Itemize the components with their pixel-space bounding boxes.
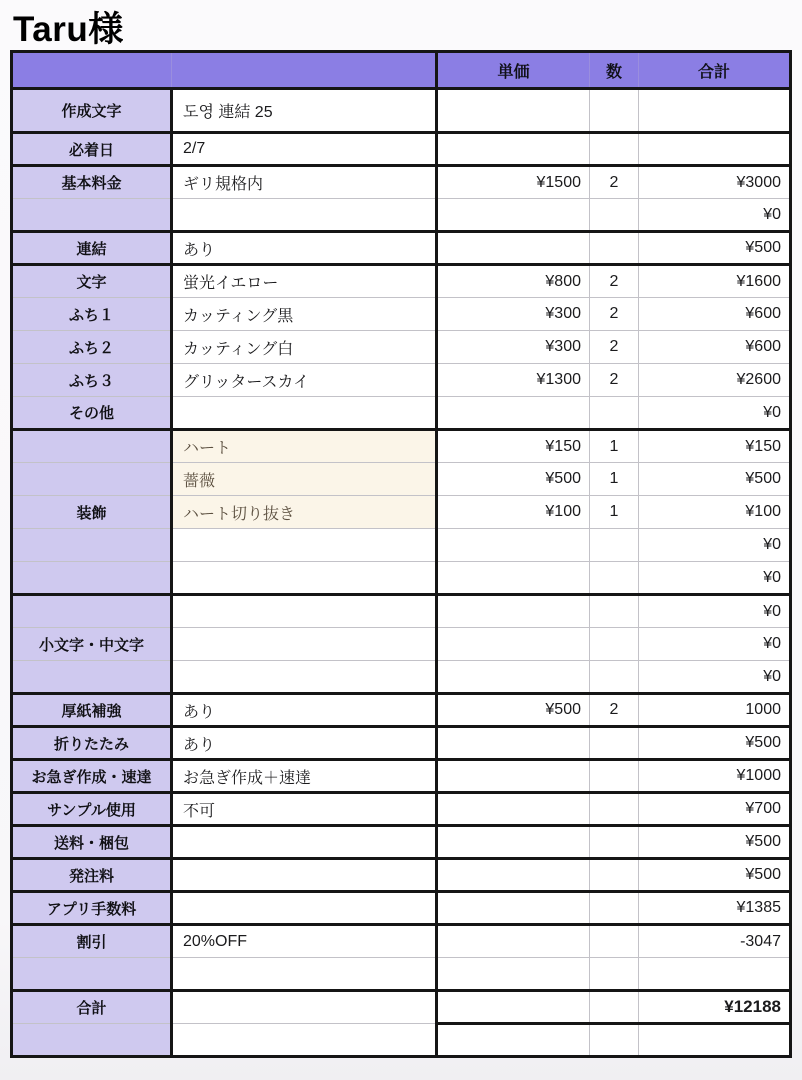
quantity-cell[interactable] [590,595,639,628]
quantity-cell[interactable] [590,892,639,925]
table-row [12,496,791,529]
desc-cell[interactable]: ギリ規格内 [172,166,437,199]
quantity-cell[interactable] [590,628,639,661]
table-row [12,760,791,793]
quantity-cell[interactable]: 1 [590,430,639,463]
label-cell[interactable]: ふち３ [12,364,172,397]
quantity-cell[interactable]: 2 [590,364,639,397]
label-cell[interactable]: 合計 [12,991,172,1024]
table-row [12,628,791,661]
label-cell[interactable]: 折りたたみ [12,727,172,760]
total-cell[interactable]: ¥100 [639,496,791,529]
label-cell[interactable]: 厚紙補強 [12,694,172,727]
total-cell[interactable]: -3047 [639,925,791,958]
unit-price-cell[interactable] [437,232,590,265]
unit-price-cell[interactable] [437,562,590,595]
unit-price-cell[interactable]: ¥100 [437,496,590,529]
total-cell[interactable]: ¥500 [639,826,791,859]
desc-cell[interactable] [172,958,437,991]
table-row [12,265,791,298]
unit-price-cell[interactable] [437,661,590,694]
label-cell[interactable] [12,199,172,232]
unit-price-cell[interactable]: ¥300 [437,331,590,364]
label-cell[interactable]: サンプル使用 [12,793,172,826]
table-row [12,166,791,199]
desc-cell[interactable] [172,859,437,892]
total-cell[interactable]: ¥500 [639,232,791,265]
desc-cell[interactable] [172,595,437,628]
table-row [12,694,791,727]
total-cell[interactable]: ¥0 [639,628,791,661]
table-row [12,727,791,760]
quantity-cell[interactable]: 2 [590,298,639,331]
quantity-cell[interactable]: 2 [590,331,639,364]
table-row [12,430,791,463]
table-row [12,89,791,133]
unit-price-cell[interactable] [437,826,590,859]
header-desc-cell[interactable] [172,52,437,89]
total-cell[interactable] [639,89,791,133]
table-row [12,199,791,232]
quantity-cell[interactable]: 2 [590,694,639,727]
label-cell[interactable]: ふち２ [12,331,172,364]
desc-cell[interactable]: 薔薇 [172,463,437,496]
page-title: Taru様 [13,10,124,49]
unit-price-cell[interactable]: ¥1500 [437,166,590,199]
unit-price-cell[interactable] [437,727,590,760]
label-cell[interactable] [12,958,172,991]
desc-cell[interactable]: カッティング黒 [172,298,437,331]
total-cell[interactable]: 1000 [639,694,791,727]
table-row [12,826,791,859]
label-cell[interactable] [12,529,172,562]
desc-cell[interactable] [172,661,437,694]
total-cell[interactable]: ¥0 [639,661,791,694]
desc-cell[interactable] [172,529,437,562]
unit-price-cell[interactable] [437,199,590,232]
table-row [12,529,791,562]
label-cell[interactable]: 文字 [12,265,172,298]
unit-price-cell[interactable] [437,595,590,628]
table-row [12,232,791,265]
table-row [12,1024,791,1057]
unit-price-cell[interactable]: ¥800 [437,265,590,298]
total-cell[interactable]: ¥0 [639,595,791,628]
table-row [12,562,791,595]
total-cell[interactable]: ¥600 [639,331,791,364]
label-cell[interactable]: お急ぎ作成・速達 [12,760,172,793]
label-cell[interactable]: 連結 [12,232,172,265]
total-cell[interactable]: ¥500 [639,727,791,760]
label-cell[interactable]: その他 [12,397,172,430]
total-cell[interactable]: ¥0 [639,199,791,232]
unit-price-cell[interactable] [437,859,590,892]
unit-price-cell[interactable] [437,760,590,793]
label-cell[interactable]: 作成文字 [12,89,172,133]
table-row [12,661,791,694]
order-table [10,50,792,1058]
unit-price-cell[interactable]: ¥500 [437,694,590,727]
total-cell[interactable]: ¥2600 [639,364,791,397]
total-cell[interactable]: ¥500 [639,463,791,496]
desc-cell[interactable] [172,826,437,859]
desc-cell[interactable]: あり [172,694,437,727]
label-cell[interactable] [12,463,172,496]
quantity-cell[interactable] [590,1024,639,1057]
total-cell[interactable]: ¥1600 [639,265,791,298]
quantity-cell[interactable] [590,826,639,859]
unit-price-cell[interactable] [437,133,590,166]
unit-price-cell[interactable]: ¥500 [437,463,590,496]
desc-cell[interactable] [172,562,437,595]
desc-cell[interactable] [172,199,437,232]
table-row [12,892,791,925]
total-cell[interactable]: ¥3000 [639,166,791,199]
quantity-cell[interactable]: 1 [590,463,639,496]
label-cell[interactable]: 送料・梱包 [12,826,172,859]
desc-cell[interactable]: ハート切り抜き [172,496,437,529]
total-cell[interactable]: ¥1385 [639,892,791,925]
total-cell[interactable]: ¥0 [639,397,791,430]
quantity-cell[interactable] [590,562,639,595]
desc-cell[interactable] [172,1024,437,1057]
desc-cell[interactable]: あり [172,727,437,760]
label-cell[interactable]: ふち１ [12,298,172,331]
unit-price-cell[interactable] [437,991,590,1024]
desc-cell[interactable] [172,397,437,430]
unit-price-cell[interactable] [437,89,590,133]
table-row [12,859,791,892]
quantity-cell[interactable] [590,727,639,760]
desc-cell[interactable]: 20%OFF [172,925,437,958]
quantity-cell[interactable] [590,859,639,892]
quantity-cell[interactable] [590,661,639,694]
header-row [12,52,791,89]
total-cell[interactable]: ¥1000 [639,760,791,793]
table-row [12,397,791,430]
quantity-cell[interactable] [590,760,639,793]
total-cell[interactable] [639,133,791,166]
unit-price-cell[interactable] [437,958,590,991]
quantity-cell[interactable] [590,89,639,133]
total-cell[interactable]: ¥600 [639,298,791,331]
quantity-cell[interactable]: 2 [590,166,639,199]
desc-cell[interactable]: グリッタースカイ [172,364,437,397]
total-cell[interactable] [639,1024,791,1057]
header-total[interactable]: 合計 [639,52,791,89]
label-cell[interactable] [12,430,172,463]
desc-cell[interactable]: 도영 連結 25 [172,89,437,133]
table-row [12,925,791,958]
desc-cell[interactable]: 蛍光イエロー [172,265,437,298]
total-cell[interactable] [639,958,791,991]
unit-price-cell[interactable]: ¥150 [437,430,590,463]
label-cell[interactable] [12,661,172,694]
total-cell[interactable]: ¥0 [639,529,791,562]
unit-price-cell[interactable] [437,397,590,430]
unit-price-cell[interactable]: ¥300 [437,298,590,331]
quantity-cell[interactable]: 1 [590,496,639,529]
table-row [12,133,791,166]
label-cell[interactable] [12,1024,172,1057]
desc-cell[interactable] [172,628,437,661]
table-row [12,958,791,991]
desc-cell[interactable]: ハート [172,430,437,463]
quantity-cell[interactable] [590,925,639,958]
total-cell[interactable]: ¥500 [639,859,791,892]
desc-cell[interactable]: お急ぎ作成＋速達 [172,760,437,793]
quantity-cell[interactable]: 2 [590,265,639,298]
header-quantity[interactable]: 数 [590,52,639,89]
label-cell[interactable]: 必着日 [12,133,172,166]
label-cell[interactable]: 小文字・中文字 [12,628,172,661]
unit-price-cell[interactable] [437,892,590,925]
label-cell[interactable]: 基本料金 [12,166,172,199]
unit-price-cell[interactable] [437,925,590,958]
label-cell[interactable] [12,562,172,595]
table-row [12,793,791,826]
quantity-cell[interactable] [590,397,639,430]
table-row [12,595,791,628]
total-cell[interactable]: ¥0 [639,562,791,595]
table-row [12,991,791,1024]
quantity-cell[interactable] [590,529,639,562]
table-row [12,298,791,331]
quantity-cell[interactable] [590,991,639,1024]
quantity-cell[interactable] [590,793,639,826]
unit-price-cell[interactable] [437,628,590,661]
unit-price-cell[interactable] [437,1024,590,1057]
desc-cell[interactable]: あり [172,232,437,265]
unit-price-cell[interactable] [437,793,590,826]
desc-cell[interactable]: 不可 [172,793,437,826]
total-cell[interactable]: ¥150 [639,430,791,463]
table-row [12,463,791,496]
label-cell[interactable]: 装飾 [12,496,172,529]
quantity-cell[interactable] [590,199,639,232]
quantity-cell[interactable] [590,232,639,265]
header-unit-price[interactable]: 単価 [437,52,590,89]
quantity-cell[interactable] [590,133,639,166]
desc-cell[interactable]: 2/7 [172,133,437,166]
quantity-cell[interactable] [590,958,639,991]
desc-cell[interactable] [172,892,437,925]
label-cell[interactable]: 割引 [12,925,172,958]
unit-price-cell[interactable]: ¥1300 [437,364,590,397]
header-label-cell[interactable] [12,52,172,89]
label-cell[interactable]: 発注料 [12,859,172,892]
total-cell[interactable]: ¥700 [639,793,791,826]
label-cell[interactable]: アプリ手数料 [12,892,172,925]
table-row [12,364,791,397]
label-cell[interactable] [12,595,172,628]
total-cell[interactable]: ¥12188 [639,991,791,1024]
desc-cell[interactable] [172,991,437,1024]
desc-cell[interactable]: カッティング白 [172,331,437,364]
table-row [12,331,791,364]
unit-price-cell[interactable] [437,529,590,562]
